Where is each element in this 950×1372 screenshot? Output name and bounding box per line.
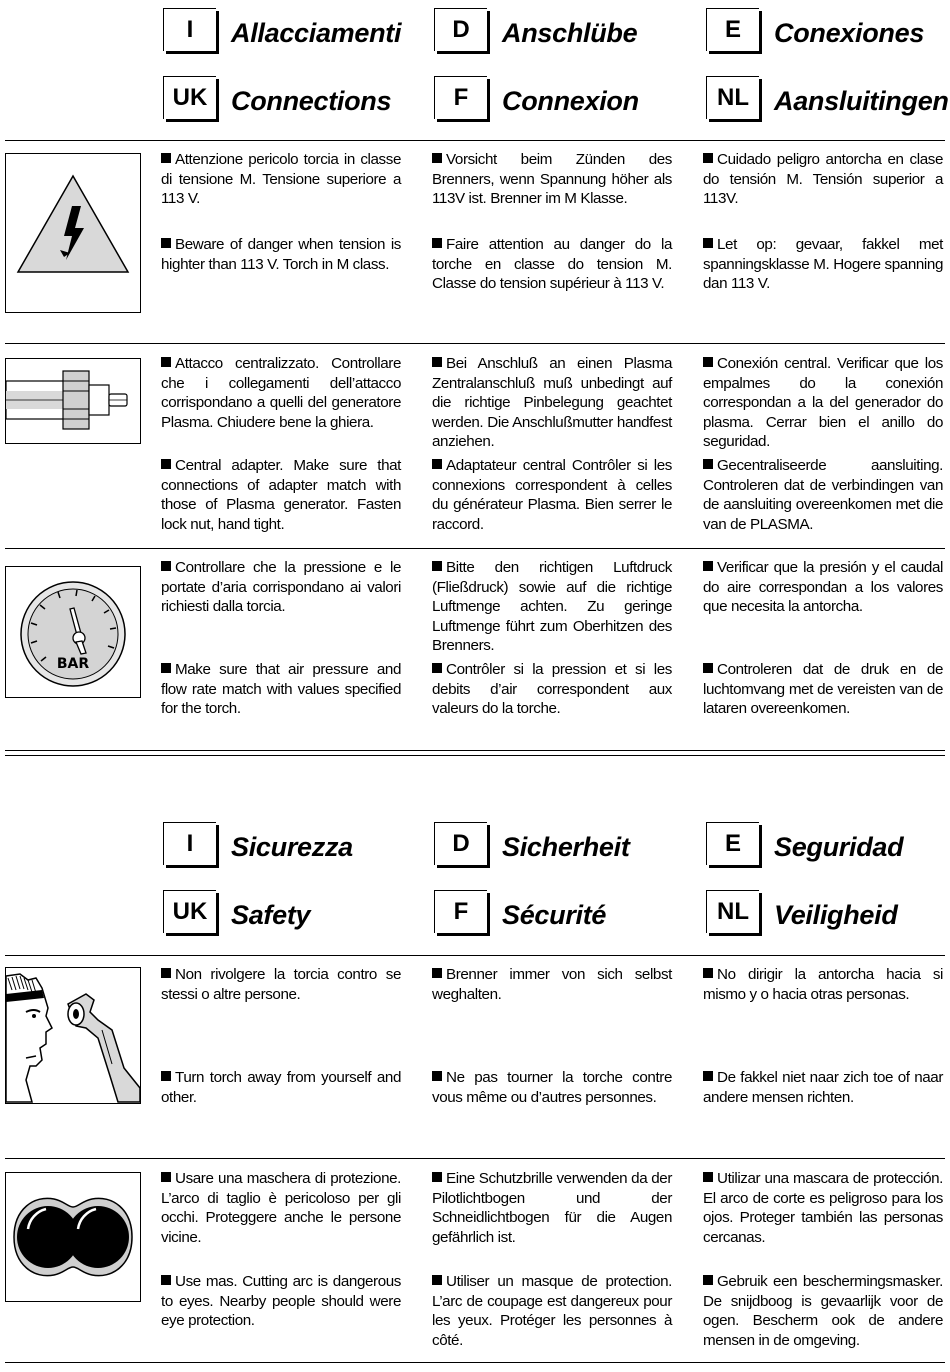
- row-2-es: Conexión central. Verificar que los empalmes do la conexión correspondan a la del generador do plasma. Cerrar bien el anillo do seguridad.: [703, 355, 943, 450]
- row-5-it: Usare una maschera di protezione. L’arco di taglio è pericoloso per gli occhi. Proteggere anche le persone vicine.: [161, 1170, 401, 1246]
- high-voltage-warning-icon: [5, 153, 141, 313]
- row-4-es: No dirigir la antorcha hacia si mismo y o hacia otras personas.: [703, 966, 943, 1003]
- row-4-fr: Ne pas tourner la torche contre vous même ou d’autres personnes.: [432, 1069, 672, 1106]
- row-5-en: Use mas. Cutting arc is dangerous to eyes. Nearby people should were eye protection.: [161, 1273, 401, 1329]
- section-title: Safety: [231, 900, 311, 930]
- row-1-de: Vorsicht beim Zünden des Brenners, wenn Spannung höher als 113V ist. Brenner im M Klasse.: [432, 151, 672, 207]
- language-code: I: [163, 822, 216, 865]
- row-1-en: Beware of danger when tension is highter than 113 V. Torch in M class.: [161, 236, 401, 273]
- gauge-label: BAR: [56, 656, 90, 672]
- divider: [5, 1158, 945, 1159]
- row-2-nl: Gecentraliseerde aansluiting. Controleren dat de verbindingen van de aansluiting overeenkomen met die van de PLASMA.: [703, 457, 943, 533]
- row-3-en: Make sure that air pressure and flow rate match with values specified for the torch.: [161, 661, 401, 717]
- row-2-en: Central adapter. Make sure that connections of adapter match with those of Plasma generator. Fasten lock nut, hand tight.: [161, 457, 401, 533]
- section-title: Seguridad: [774, 832, 904, 862]
- row-3-es: Verificar que la presión y el caudal do aire correspondan a los valores que necesita la antorcha.: [703, 559, 943, 615]
- row-5-es: Utilizar una mascara de protección. El arco de corte es peligroso para los ojos. Proteger también las personas cercanas.: [703, 1170, 943, 1246]
- language-code: NL: [706, 76, 759, 119]
- language-code: F: [434, 76, 487, 119]
- section-title: Anschlübe: [502, 18, 638, 48]
- row-3-it: Controllare che la pressione e le portate d’aria corrispondano ai valori richiesti dalla torcia.: [161, 559, 401, 615]
- row-3-fr: Contrôler si la pression et si les debits d’air correspondent aux valeurs do la torche.: [432, 661, 672, 717]
- row-3-de: Bitte den richtigen Luftdruck (Fließdruck) sowie auf die richtige Luftmenge achten. Zu geringe Luftmenge führt zum Oberhitzen des Brenners.: [432, 559, 672, 654]
- section-title: Allacciamenti: [231, 18, 402, 48]
- language-code: UK: [163, 890, 216, 933]
- row-5-nl: Gebruik een beschermingsmasker. De snijdboog is gevaarlijk voor de ogen. Bescherm ook de andere mensen in de omgeving.: [703, 1273, 943, 1349]
- row-5-fr: Utiliser un masque de protection. L’arc de coupage est dangereux pour les yeux. Protéger les personnes à côté.: [432, 1273, 672, 1349]
- row-2-fr: Adaptateur central Contrôler si les connexions correspondent à celles du générateur Plasma. Bien serrer le raccord.: [432, 457, 672, 533]
- language-code: I: [163, 8, 216, 51]
- protective-goggles-icon: [5, 1172, 141, 1302]
- language-code: NL: [706, 890, 759, 933]
- row-2-de: Bei Anschluß an einen Plasma Zentralanschluß muß unbedingt auf die richtige Pinbelegung geachtet werden. Die Anschlußmutter handfest anziehen.: [432, 355, 672, 450]
- divider: [5, 343, 945, 344]
- section-title: Aansluitingen: [774, 86, 949, 116]
- row-3-nl: Controleren dat de druk en de luchtomvang met de vereisten van de lataren overeenkomen.: [703, 661, 943, 717]
- row-4-nl: De fakkel niet naar zich toe of naar andere mensen richten.: [703, 1069, 943, 1106]
- row-4-de: Brenner immer von sich selbst weghalten.: [432, 966, 672, 1003]
- divider: [5, 1362, 945, 1363]
- language-code: E: [706, 8, 759, 51]
- language-code: D: [434, 8, 487, 51]
- row-5-de: Eine Schutzbrille verwenden da der Pilotlichtbogen und der Schneidlichtbogen für die Augen gefährlich ist.: [432, 1170, 672, 1246]
- section-title: Connexion: [502, 86, 639, 116]
- torch-away-from-face-icon: [5, 967, 141, 1104]
- language-code: D: [434, 822, 487, 865]
- central-adapter-icon: [5, 358, 141, 444]
- row-4-en: Turn torch away from yourself and other.: [161, 1069, 401, 1106]
- row-1-nl: Let op: gevaar, fakkel met spanningsklasse M. Hogere spanning dan 113 V.: [703, 236, 943, 292]
- row-1-it: Attenzione pericolo torcia in classe di tensione M. Tensione superiore a 113 V.: [161, 151, 401, 207]
- row-1-fr: Faire attention au danger do la torche en classe do tension M. Classe do tension supérieur à 113 V.: [432, 236, 672, 292]
- pressure-gauge-icon: [5, 566, 141, 698]
- language-code: E: [706, 822, 759, 865]
- section-title: Sécurité: [502, 900, 607, 930]
- section-title: Sicurezza: [231, 832, 353, 862]
- divider: [5, 955, 945, 956]
- row-1-es: Cuidado peligro antorcha en clase do tensión M. Tensión superior a 113V.: [703, 151, 943, 207]
- row-2-it: Attacco centralizzato. Controllare che i collegamenti dell’attacco corrispondano a quelli del generatore Plasma. Chiudere bene la ghiera.: [161, 355, 401, 431]
- row-4-it: Non rivolgere la torcia contro se stessi o altre persone.: [161, 966, 401, 1003]
- section-divider: [5, 750, 945, 756]
- language-code: UK: [163, 76, 216, 119]
- section-title: Conexiones: [774, 18, 925, 48]
- section-title: Connections: [231, 86, 392, 116]
- divider: [5, 140, 945, 141]
- section-title: Sicherheit: [502, 832, 630, 862]
- language-code: F: [434, 890, 487, 933]
- section-title: Veiligheid: [774, 900, 898, 930]
- divider: [5, 548, 945, 549]
